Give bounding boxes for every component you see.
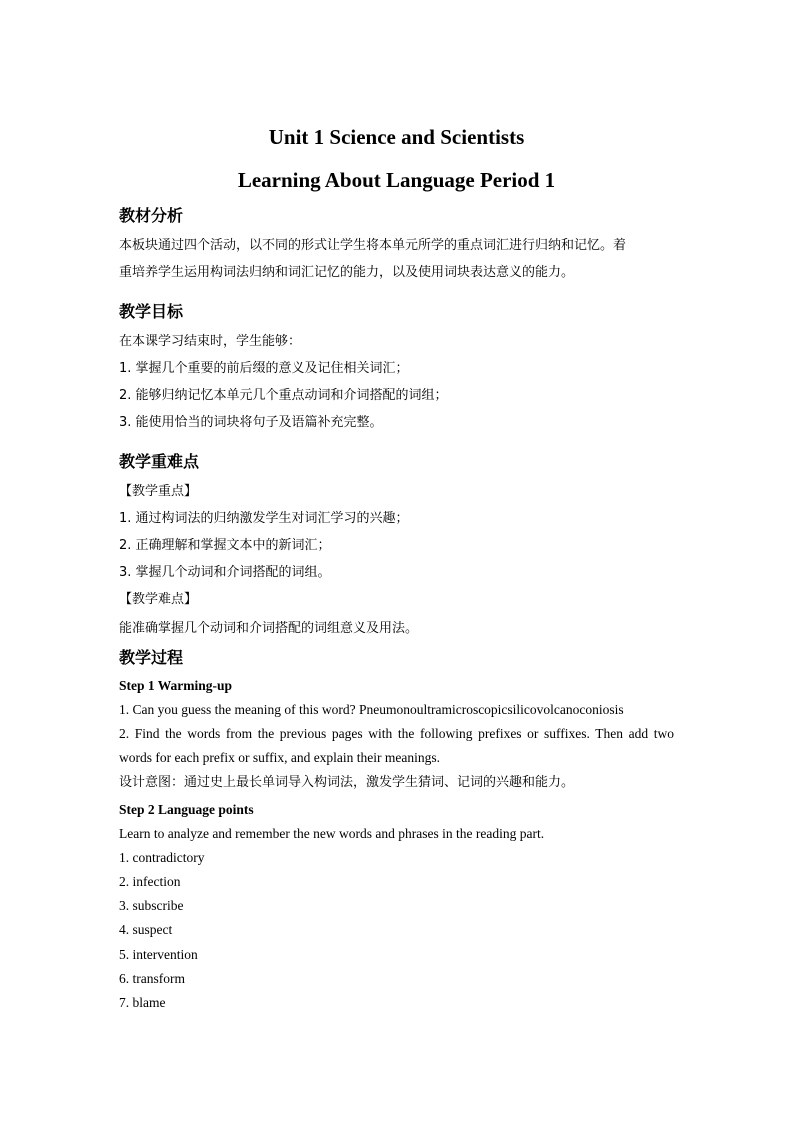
word-list-item: 2. infection xyxy=(119,874,181,889)
objective-item: 2. 能够归纳记忆本单元几个重点动词和介词搭配的词组； xyxy=(119,388,448,403)
section-heading-analysis: 教材分析 xyxy=(119,206,184,225)
objective-item: 1. 掌握几个重要的前后缀的意义及记住相关词汇； xyxy=(119,361,409,376)
word-list-item: 6. transform xyxy=(119,971,185,986)
word-list-item: 4. suspect xyxy=(119,922,173,937)
section-heading-process: 教学过程 xyxy=(119,648,184,667)
step1-title: Step 1 Warming-up xyxy=(119,678,233,693)
step1-design-intent: 设计意图：通过史上最长单词导入构词法，激发学生猜词、记词的兴趣和能力。 xyxy=(119,775,575,790)
analysis-text-line1: 本板块通过四个活动，以不同的形式让学生将本单元所学的重点词汇进行归纳和记忆。着 xyxy=(119,238,627,253)
key-point-item: 3. 掌握几个动词和介词搭配的词组。 xyxy=(119,565,331,580)
difficult-points-label: 【教学难点】 xyxy=(119,592,198,607)
step1-question1: 1. Can you guess the meaning of this word? Pneumonoultramicroscopicsilicovolcanoconiosis xyxy=(119,702,624,717)
section-heading-key-difficult: 教学重难点 xyxy=(119,452,200,471)
analysis-text-line2: 重培养学生运用构词法归纳和词汇记忆的能力，以及使用词块表达意义的能力。 xyxy=(119,265,575,280)
objectives-intro: 在本课学习结束时，学生能够： xyxy=(119,334,302,349)
step1-question2-line2: words for each prefix or suffix, and explain their meanings. xyxy=(119,750,441,765)
word-list-item: 3. subscribe xyxy=(119,898,184,913)
section-heading-objectives: 教学目标 xyxy=(119,302,184,321)
difficult-point-text: 能准确掌握几个动词和介词搭配的词组意义及用法。 xyxy=(119,621,419,636)
step2-title: Step 2 Language points xyxy=(119,802,254,817)
key-point-item: 2. 正确理解和掌握文本中的新词汇； xyxy=(119,538,331,553)
key-points-label: 【教学重点】 xyxy=(119,484,198,499)
document-title: Unit 1 Science and Scientists xyxy=(268,125,525,149)
step2-intro: Learn to analyze and remember the new words and phrases in the reading part. xyxy=(119,826,545,841)
objective-item: 3. 能使用恰当的词块将句子及语篇补充完整。 xyxy=(119,415,383,430)
step1-question2-line1: 2. Find the words from the previous pages with the following prefixes or suffixes. Then add two xyxy=(119,726,674,741)
word-list-item: 5. intervention xyxy=(119,947,198,962)
document-subtitle: Learning About Language Period 1 xyxy=(237,168,556,192)
key-point-item: 1. 通过构词法的归纳激发学生对词汇学习的兴趣； xyxy=(119,511,409,526)
word-list-item: 7. blame xyxy=(119,995,166,1010)
word-list-item: 1. contradictory xyxy=(119,850,205,865)
